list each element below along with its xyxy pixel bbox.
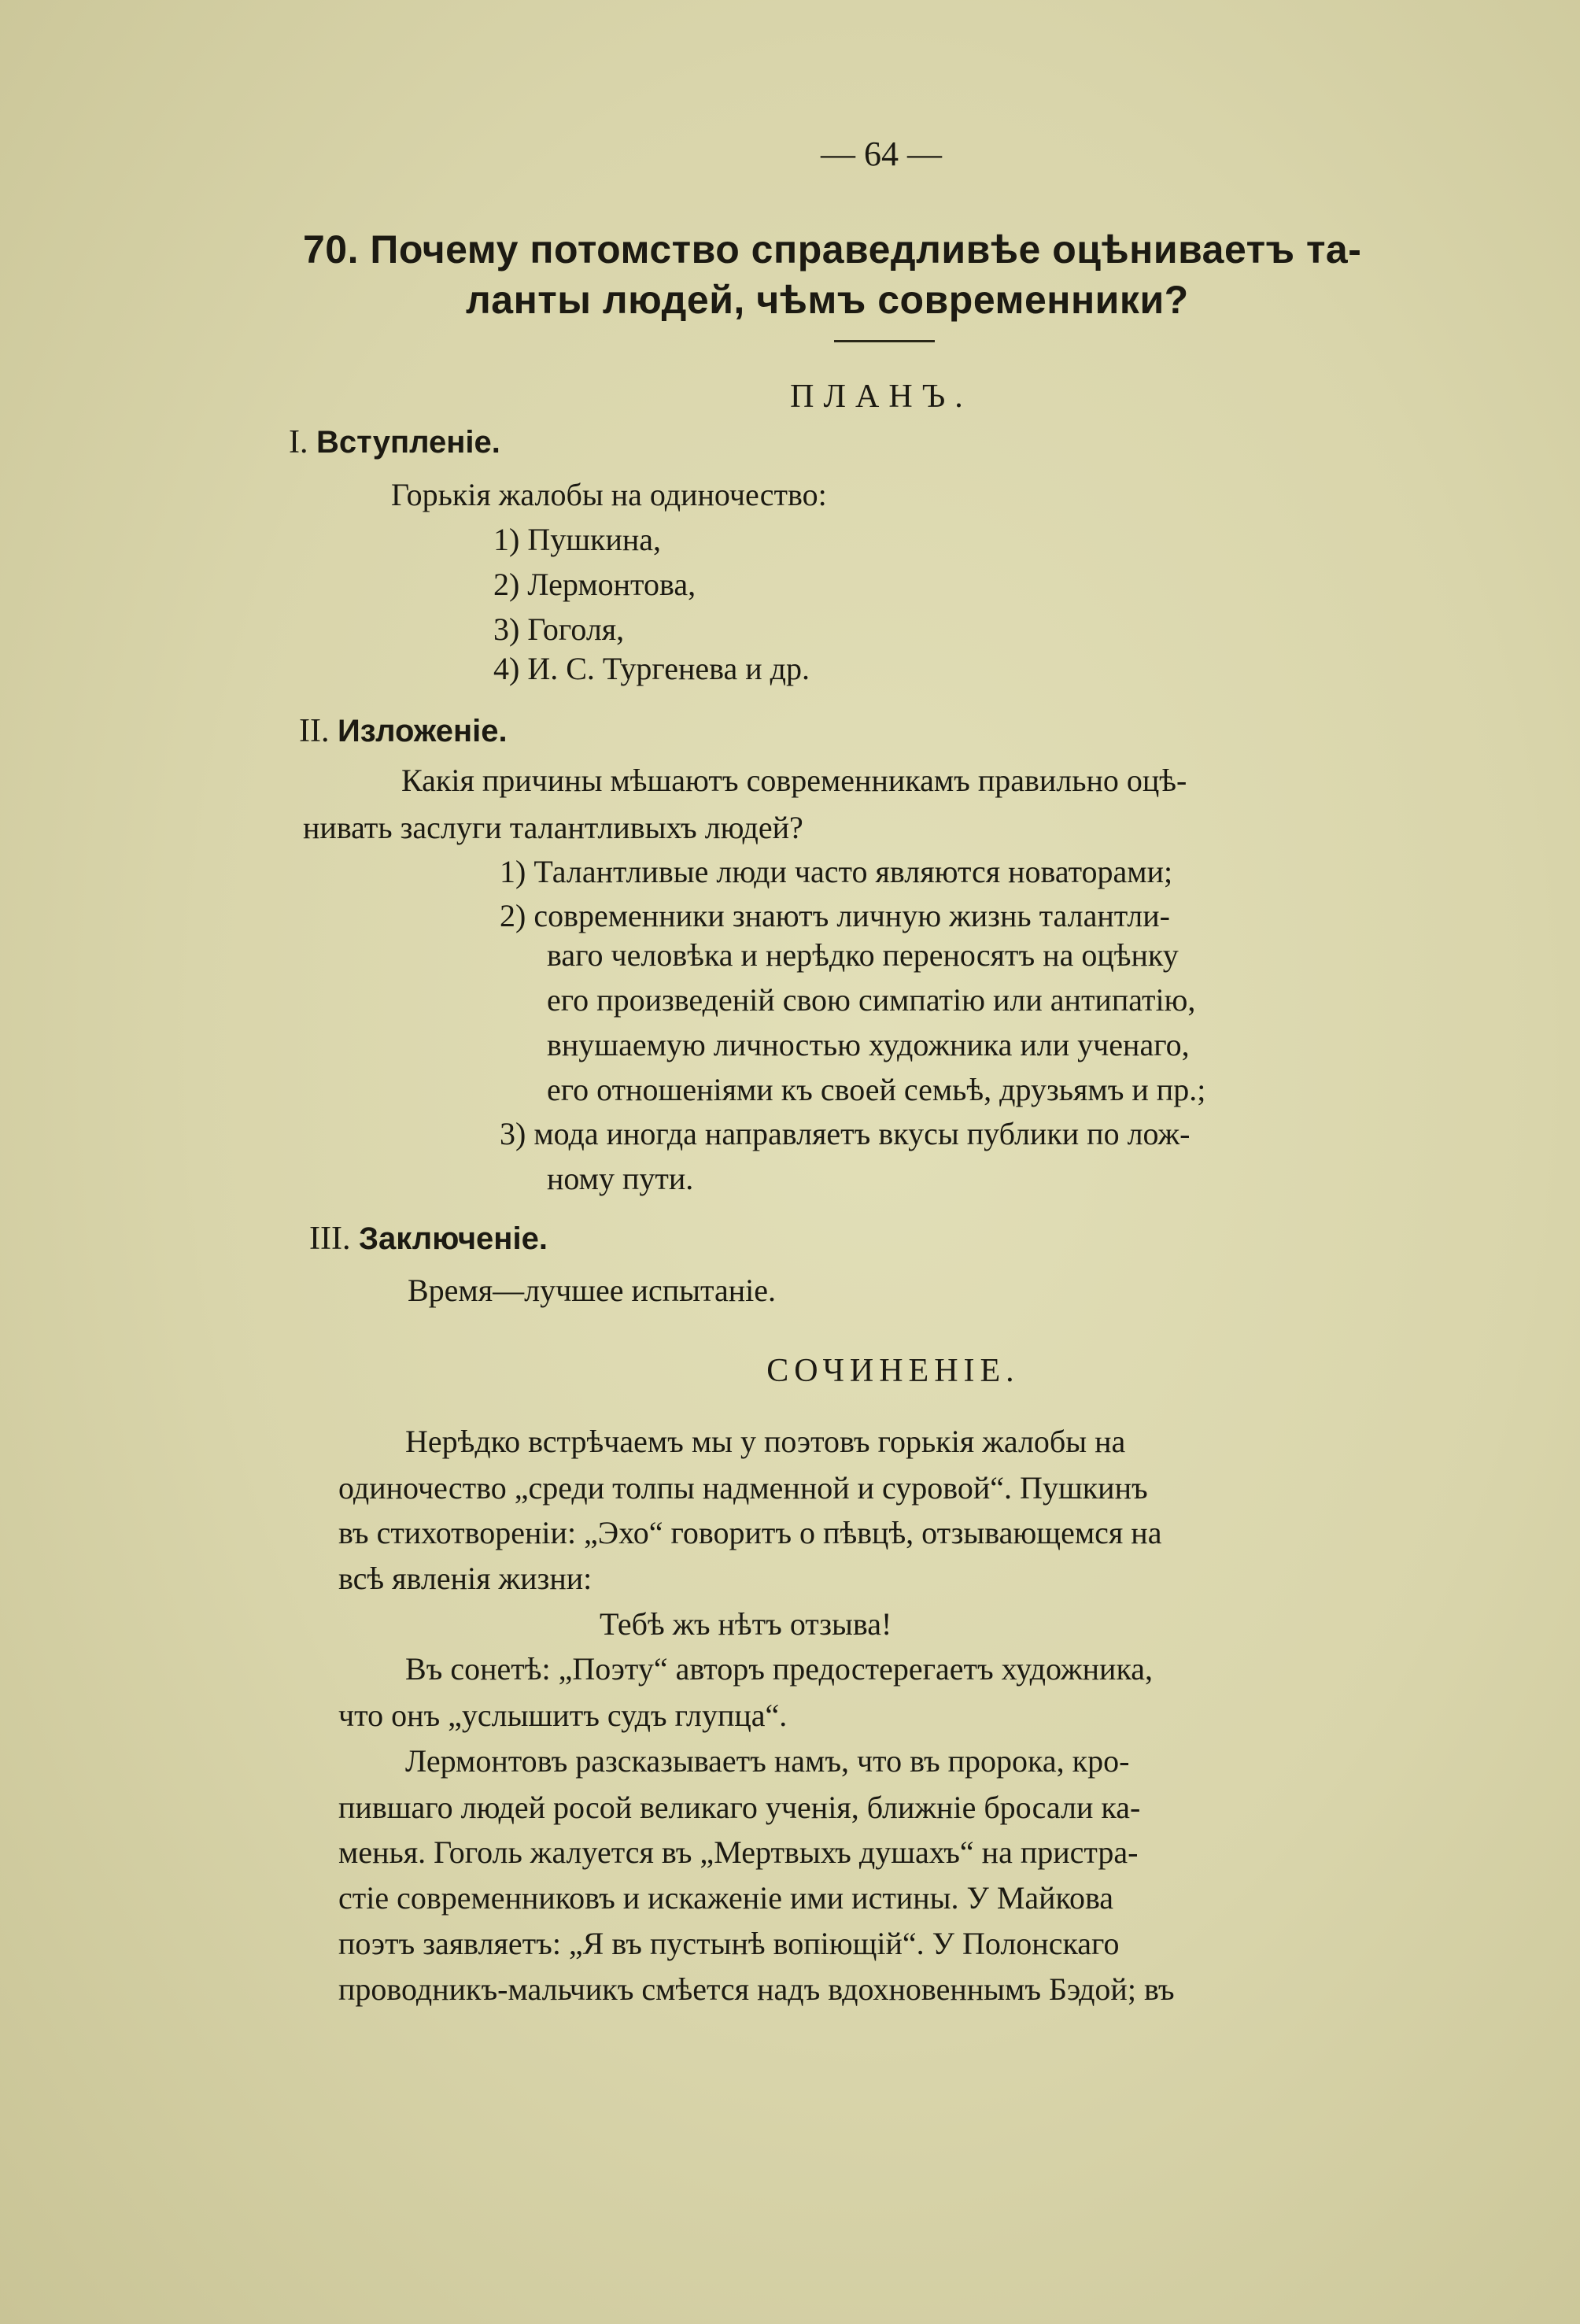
- section-numeral: III.: [309, 1221, 351, 1257]
- section-label: Изложеніе.: [337, 714, 508, 748]
- exposition-question-line-2: нивать заслуги талантливыхъ людей?: [303, 810, 803, 845]
- introduction-item: 3) Гоголя,: [493, 611, 625, 647]
- introduction-item: 4) И. С. Тургенева и др.: [493, 651, 810, 686]
- essay-line: что онъ „услышитъ судъ глупца“.: [338, 1698, 788, 1733]
- essay-heading: СОЧИНЕНІЕ.: [766, 1353, 1020, 1389]
- page-number: — 64 —: [821, 135, 942, 173]
- essay-verse-line: Тебѣ жъ нѣтъ отзыва!: [600, 1606, 892, 1642]
- section-label: Вступленіе.: [316, 425, 500, 460]
- essay-line: проводникъ-мальчикъ смѣется надъ вдохновеннымъ Бэдой; въ: [338, 1971, 1175, 2007]
- section-label: Заключеніе.: [358, 1221, 548, 1256]
- exposition-item: ному пути.: [547, 1161, 694, 1196]
- exposition-item: 2) современники знаютъ личную жизнь талантли-: [500, 898, 1170, 933]
- introduction-item: 1) Пушкина,: [493, 522, 662, 557]
- essay-line: Нерѣдко встрѣчаемъ мы у поэтовъ горькія жалобы на: [405, 1424, 1126, 1459]
- essay-line: одиночество „среди толпы надменной и суровой“. Пушкинъ: [338, 1470, 1148, 1506]
- title-divider: [834, 340, 935, 342]
- exposition-item: его произведеній свою симпатію или антипатію,: [547, 982, 1196, 1018]
- exposition-item: его отношеніями къ своей семьѣ, друзьямъ и пр.;: [547, 1072, 1206, 1107]
- introduction-item: 2) Лермонтова,: [493, 567, 696, 602]
- section-introduction-heading: [289, 423, 500, 461]
- essay-line: стіе современниковъ и искаженіе ими истины. У Майкова: [338, 1880, 1114, 1916]
- exposition-item: 1) Талантливые люди часто являются новаторами;: [500, 854, 1173, 889]
- section-numeral: I.: [289, 424, 308, 460]
- exposition-item: 3) мода иногда направляетъ вкусы публики по лож-: [500, 1116, 1191, 1151]
- essay-line: въ стихотвореніи: „Эхо“ говоритъ о пѣвцѣ, отзывающемся на: [338, 1515, 1162, 1550]
- section-conclusion-heading: [309, 1220, 548, 1258]
- essay-line: Въ сонетѣ: „Поэту“ авторъ предостерегаетъ художника,: [405, 1651, 1154, 1687]
- essay-title-line-1: 70. Почему потомство справедливѣе оцѣниваетъ та-: [303, 227, 1362, 272]
- exposition-item: ваго человѣка и нерѣдко переносятъ на оцѣнку: [547, 937, 1179, 973]
- introduction-text: Горькія жалобы на одиночество:: [391, 477, 827, 512]
- conclusion-text: Время—лучшее испытаніе.: [408, 1273, 776, 1308]
- essay-line: пившаго людей росой великаго ученія, ближніе бросали ка-: [338, 1790, 1141, 1825]
- essay-line: всѣ явленія жизни:: [338, 1561, 592, 1596]
- essay-line: поэтъ заявляетъ: „Я въ пустынѣ вопіющій“. У Полонскаго: [338, 1926, 1120, 1961]
- plan-heading: ПЛАНЪ.: [790, 379, 973, 415]
- essay-line: менья. Гоголь жалуется въ „Мертвыхъ душахъ“ на пристра-: [338, 1834, 1139, 1870]
- essay-title-line-2: ланты людей, чѣмъ современники?: [466, 278, 1189, 322]
- exposition-item: внушаемую личностью художника или ученаго,: [547, 1027, 1190, 1062]
- section-exposition-heading: [299, 712, 508, 750]
- essay-line: Лермонтовъ разсказываетъ намъ, что въ пророка, кро-: [405, 1743, 1130, 1779]
- exposition-question-line-1: Какія причины мѣшаютъ современникамъ правильно оцѣ-: [401, 763, 1187, 798]
- section-numeral: II.: [299, 713, 330, 749]
